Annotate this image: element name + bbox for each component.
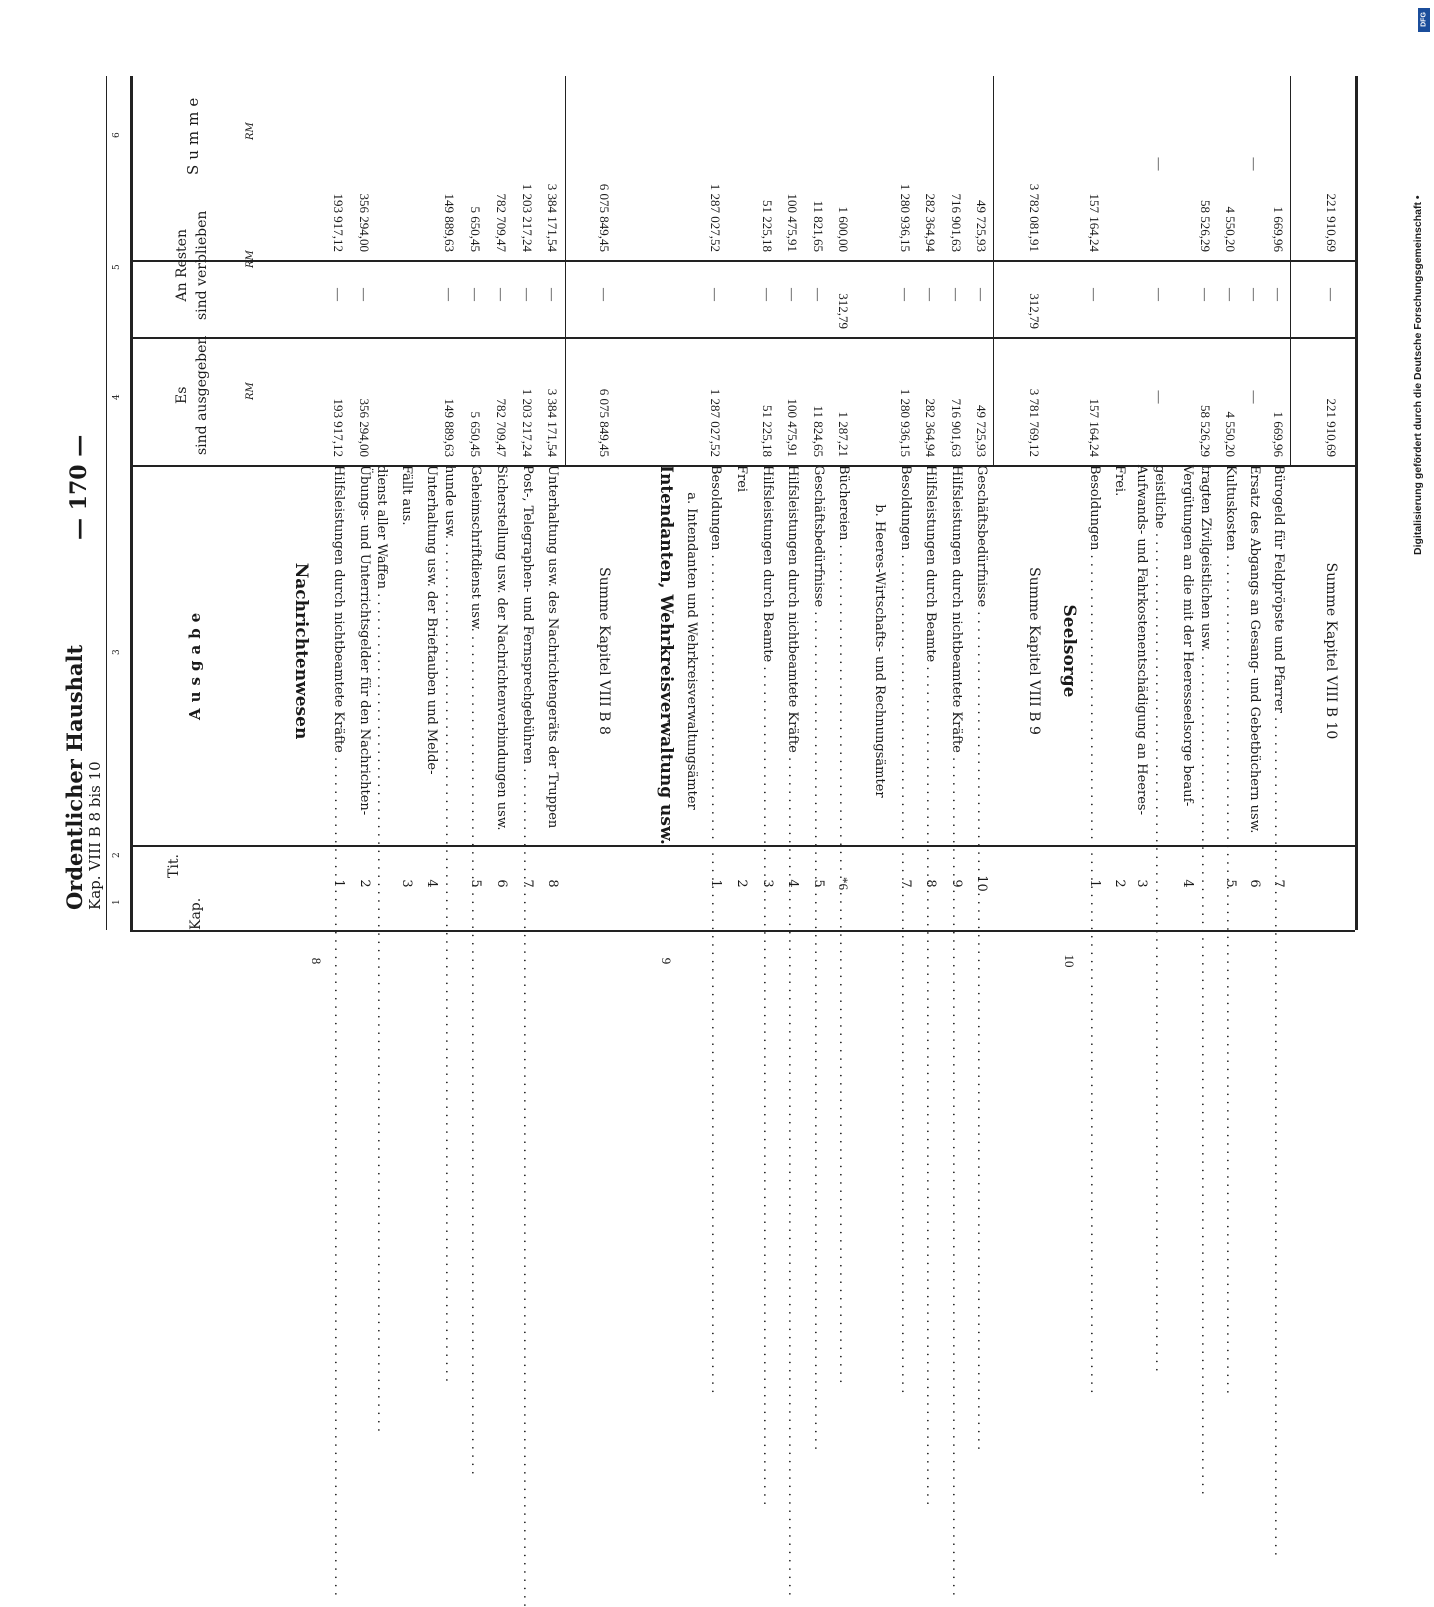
sum-10-text-text: Summe Kapitel VIII B 10 <box>1323 562 1339 740</box>
row-9-10-reste-text: — <box>974 288 989 301</box>
scanned-page: Nachrichtenwesen 8 1 Hilfsleistungen durch nichtbeamtete Kräfte . . . 193 917,12 — 193 917,12 2 Übungs- und Unterrichtsgelder für den Nachrichten- 356 294,00 — 356 294,00 dienst aller Waffen . . . 3 Fällt aus. 4 Unterhaltung usw. der Brieftauben und Melde- hunde usw. . . . 149 889,63 — 149 889,63 5 Geheimschriftdienst usw. . . . 5 650,45 — 5 650,45 6 Sicherstellung usw. der Nachrichtenverbindungen usw. 782 709,47 — 782 709,47 7 Post-, Telegraphen- und Fernsprechgebühren . . . 1 203 217,24 — 1 203 217,24 8 Unterhaltung usw. des Nachrichtengeräts der Truppen 3 384 171,54 — 3 384 171,54 Summe Kapitel VIII B 8 6 075 849,45 — 6 075 849,45 9 Intendanten, Wehrkreisverwaltung usw. a. Intendanten und Wehrkreisverwaltungsämter 1 Besoldungen . . . 1 287 027,52 — 1 287 027,52 2 Frei 3 Hilfsleistungen durch Beamte . . . 51 225,18 — 51 225,18 4 Hilfsleistungen durch nichtbeamtete Kräfte . . . 100 475,91 — 100 475,91 5 Geschäftsbedürfnisse . . . 11 824,65 — 11 821,65 *6 Büchereien . . . 1 287,21 312,79 1 600,00 b. Heeres-Wirtschafts- und Rechnungsämter 7 Besoldungen . . . 1 280 936,15 — 1 280 936,15 8 Hilfsleistungen durch Beamte . . . 282 364,94 — 282 364,94 9 Hilfsleistungen durch nichtbeamtete Kräfte . . . 716 901,63 — 716 901,63 10 Geschäftsbedürfnisse . . . 49 725,93 — 49 725,93 Summe Kapitel VIII B 9 3 781 769,12 312,79 3 782 081,91 10 Seelsorge 1 Besoldungen . . . 157 164,24 — 157 164,24 2 Frei. 3 Aufwands- und Fahrkostenentschädigung an Heeres- geistliche . . . — — — 4 Vergütungen an die mit der Heeresseelsorge beauf- tragten Zivilgeistlichen usw. . . . 58 526,29 — 58 526,29 5 Kultuskosten . . . 4 550,20 — 4 550,20 6 Ersatz des Abgangs an Gesang- und Gebetbüchern usw. — — — 7 Bürogeld für Feldpröpste und Pfarrer . . . 1 669,96 — 1 669,96 Summe Kapitel VIII B 10 221 910,69 — 221 910,69 DFG Digitalisierung gefördert durch die Deutsche Forschungsgemeinschaft • <box>0 0 1434 1000</box>
sum-8-ausg-text: 6 075 849,45 <box>597 388 612 457</box>
row-9-9-reste-text: — <box>949 288 964 301</box>
row-9-10-text-text: Geschäftsbedürfnisse . . . <box>973 465 989 837</box>
col-reste-unit-visible: RM <box>245 250 256 268</box>
row-10-5-ausg-text: 4 550,20 <box>1223 411 1238 457</box>
row-8-1-reste-text: — <box>331 288 346 301</box>
row-9-9-summe-text: 716 901,63 <box>949 193 964 252</box>
row-10-6-tit-text: 6 <box>1247 879 1262 888</box>
row-8-4-tit-text: 4 <box>424 879 439 888</box>
sum-8-summe-text: 6 075 849,45 <box>597 183 612 252</box>
row-10-5-tit-text: 5 <box>1223 879 1238 888</box>
row-8-5-tit-text: 5 <box>468 879 483 888</box>
row-10-6-text-text: Ersatz des Abgangs an Gesang- und Gebetbüchern usw. <box>1247 465 1262 834</box>
row-8-2b-text-text: dienst aller Waffen . . . <box>373 465 389 837</box>
row-8-7-summe-text: 1 203 217,24 <box>520 183 535 252</box>
row-9-6-ausg-text: 1 287,21 <box>836 411 851 457</box>
row-9-6-reste-text: 312,79 <box>836 293 851 329</box>
row-10-1-tit-text: 1 <box>1087 879 1102 888</box>
row-8-1-text-text: Hilfsleistungen durch nichtbeamtete Kräfte . . . <box>330 465 346 837</box>
row-9-9-tit-text: 9 <box>949 879 964 888</box>
row-10-7-ausg-text: 1 669,96 <box>1271 411 1286 457</box>
row-8-2-ausg-text: 356 294,00 <box>357 398 372 457</box>
row-9-9-text-text: Hilfsleistungen durch nichtbeamtete Kräfte . . . <box>948 465 964 837</box>
row-10-3b-summe-text: — <box>1152 157 1167 171</box>
row-9-6-summe-text: 1 600,00 <box>836 206 851 252</box>
row-9-1-reste-text: — <box>708 288 723 301</box>
row-10-5-reste-text: — <box>1223 288 1238 301</box>
section-8-text-text: Nachrichtenwesen <box>291 562 311 740</box>
row-8-5-ausg-text: 5 650,45 <box>468 411 483 457</box>
colno-rule-visible <box>106 76 107 930</box>
row-9-7-summe-text: 1 280 936,15 <box>898 183 913 252</box>
sum-10-summe-text: 221 910,69 <box>1324 193 1339 252</box>
row-9-3-text-text: Hilfsleistungen durch Beamte . . . <box>759 465 775 837</box>
row-9-4-text-text: Hilfsleistungen durch nichtbeamtete Kräfte . . . <box>784 465 800 837</box>
colno-2-visible: 2 <box>112 852 122 858</box>
sum-10-ausg-text: 221 910,69 <box>1324 398 1339 457</box>
row-9-2-text-text: Frei <box>734 465 749 493</box>
row-9-7-tit-text: 7 <box>898 879 913 888</box>
row-9-3-summe-text: 51 225,18 <box>760 200 775 252</box>
row-9-10-tit-text: 10 <box>974 875 989 892</box>
colno-3-visible: 3 <box>112 649 122 655</box>
row-9-9-ausg-text: 716 901,63 <box>949 398 964 457</box>
row-8-7-reste-text: — <box>520 288 535 301</box>
row-8-1-tit-text: 1 <box>331 879 346 888</box>
row-8-6-text-text: Sicherstellung usw. der Nachrichtenverbindungen usw. <box>494 465 509 831</box>
row-10-6-reste-text: — <box>1247 288 1262 301</box>
section-10-text-text: Seelsorge <box>1059 604 1079 698</box>
dfg-logo: DFG <box>1418 8 1430 32</box>
row-10-1-summe-text: 157 164,24 <box>1087 193 1102 252</box>
sub-9b-text-text: b. Heeres-Wirtschafts- und Rechnungsämter <box>872 504 887 798</box>
row-9-7-ausg-text: 1 280 936,15 <box>898 388 913 457</box>
row-8-7-tit-text: 7 <box>520 879 535 888</box>
row-10-4b-text-text: tragten Zivilgeistlichen usw. . . . <box>1197 465 1213 837</box>
row-10-6-summe-text: — <box>1247 157 1262 171</box>
kap-8-kap-text: 8 <box>309 957 324 965</box>
row-8-1-ausg-text: 193 917,12 <box>331 398 346 457</box>
row-10-2-text-text: Frei. <box>1112 465 1127 497</box>
sum-9-reste-text: 312,79 <box>1027 293 1042 329</box>
col-summe-heading-visible: Summe <box>184 92 202 175</box>
row-10-1-reste-text: — <box>1087 288 1102 301</box>
row-10-4b-ausg-text: 58 526,29 <box>1198 405 1213 457</box>
row-9-7-text-text: Besoldungen . . . <box>897 465 913 837</box>
sum-9-summe-text: 3 782 081,91 <box>1027 183 1042 252</box>
row-8-2-summe-text: 356 294,00 <box>357 193 372 252</box>
row-9-4-reste-text: — <box>785 288 800 301</box>
row-9-6-text-text: Büchereien . . . <box>835 465 851 837</box>
sum-8-reste-text: — <box>597 288 612 301</box>
row-10-7-tit-text: 7 <box>1271 879 1286 888</box>
row-10-7-text-text: Bürogeld für Feldpröpste und Pfarrer . . . <box>1270 465 1286 837</box>
colno-5-visible: 5 <box>112 264 122 270</box>
row-9-5-reste-text: — <box>811 288 826 301</box>
row-8-2-tit-text: 2 <box>357 879 372 888</box>
row-8-5-summe-text: 5 650,45 <box>468 206 483 252</box>
row-9-4-ausg-text: 100 475,91 <box>785 398 800 457</box>
row-9-3-ausg-text: 51 225,18 <box>760 405 775 457</box>
row-10-1-text-text: Besoldungen . . . <box>1086 465 1102 837</box>
row-10-7-summe-text: 1 669,96 <box>1271 206 1286 252</box>
row-10-4-text-text: Vergütungen an die mit der Heeresseelsorge beauf- <box>1180 465 1195 807</box>
row-10-4b-reste-text: — <box>1198 288 1213 301</box>
row-9-1-ausg-text: 1 287 027,52 <box>708 388 723 457</box>
colno-4-visible: 4 <box>112 394 122 400</box>
page-number-visible: — 170 — <box>66 434 92 540</box>
row-8-2-text-text: Übungs- und Unterrichtsgelder für den Nachrichten- <box>357 465 372 816</box>
row-8-4-text-text: Unterhaltung usw. der Brieftauben und Melde- <box>424 465 439 775</box>
row-10-6-ausg-text: — <box>1247 390 1262 404</box>
col-tit-heading-visible: Tit. <box>166 854 182 878</box>
row-8-7-ausg-text: 1 203 217,24 <box>520 388 535 457</box>
row-8-6-ausg-text: 782 709,47 <box>494 398 509 457</box>
header-subtitle-visible: Kap. VIII B 8 bis 10 <box>86 761 104 910</box>
row-10-1-ausg-text: 157 164,24 <box>1087 398 1102 457</box>
row-10-7-reste-text: — <box>1271 288 1286 301</box>
row-9-5-text-text: Geschäftsbedürfnisse . . . <box>810 465 826 837</box>
col-summe-unit-visible: RM <box>245 122 256 140</box>
col-ausgabe-heading-visible: Ausgabe <box>186 606 204 720</box>
row-8-8-tit-text: 8 <box>545 879 560 888</box>
row-8-8-ausg-text: 3 384 171,54 <box>545 388 560 457</box>
row-8-8-summe-text: 3 384 171,54 <box>545 183 560 252</box>
row-10-3b-reste-text: — <box>1152 288 1167 301</box>
colno-1-visible: 1 <box>112 899 122 905</box>
row-8-8-text-text: Unterhaltung usw. des Nachrichtengeräts der Truppen <box>545 465 560 829</box>
row-9-2-tit-text: 2 <box>734 879 749 888</box>
row-9-8-reste-text: — <box>923 288 938 301</box>
row-9-5-summe-text: 11 821,65 <box>811 200 826 252</box>
row-9-1-text-text: Besoldungen . . . <box>707 465 723 837</box>
row-9-5-ausg-text: 11 824,65 <box>811 405 826 457</box>
section-9-kap-text: 9 <box>659 957 674 965</box>
row-8-1-summe-text: 193 917,12 <box>331 193 346 252</box>
row-10-2-tit-text: 2 <box>1112 879 1127 888</box>
row-10-3b-ausg-text: — <box>1152 390 1167 404</box>
row-8-5-text-text: Geheimschriftdienst usw. . . . <box>467 465 483 837</box>
row-10-3-tit-text: 3 <box>1134 879 1149 888</box>
row-8-6-summe-text: 782 709,47 <box>494 193 509 252</box>
col-kap-heading: Kap. <box>188 897 204 930</box>
row-8-4b-ausg-text: 149 889,63 <box>442 398 457 457</box>
sum-9-text-text: Summe Kapitel VIII B 9 <box>1026 567 1042 735</box>
row-9-8-ausg-text: 282 364,94 <box>923 398 938 457</box>
colno-6-visible: 6 <box>112 132 122 138</box>
row-10-3-text-text: Aufwands- und Fahrkostenentschädigung an Heeres- <box>1134 465 1149 815</box>
row-10-3b-text-text: geistliche . . . <box>1151 465 1167 837</box>
row-9-1-tit-text: 1 <box>708 879 723 888</box>
row-8-8-reste-text: — <box>545 288 560 301</box>
row-9-3-reste-text: — <box>760 288 775 301</box>
col-ausgegeben-heading-visible: Es sind ausgegeben <box>174 335 210 455</box>
row-9-10-summe-text: 49 725,93 <box>974 200 989 252</box>
row-8-4b-text-text: hunde usw. . . . <box>441 465 457 837</box>
row-8-4b-reste-text: — <box>442 288 457 301</box>
row-9-10-ausg-text: 49 725,93 <box>974 405 989 457</box>
sum-9-ausg-text: 3 781 769,12 <box>1027 388 1042 457</box>
header-title-visible: Ordentlicher Haushalt <box>62 644 87 910</box>
sum-8-text-text: Summe Kapitel VIII B 8 <box>596 567 612 735</box>
row-9-4-tit-text: 4 <box>785 879 800 888</box>
row-9-4-summe-text: 100 475,91 <box>785 193 800 252</box>
col-ausgegeben-unit-visible: RM <box>245 382 256 400</box>
row-8-4b-summe-text: 149 889,63 <box>442 193 457 252</box>
sum-10-reste-text: — <box>1324 288 1339 301</box>
row-8-2-reste-text: — <box>357 288 372 301</box>
row-9-5-tit-text: 5 <box>811 879 826 888</box>
row-8-3-tit-text: 3 <box>399 879 414 888</box>
row-9-6-tit-text: *6 <box>836 877 851 890</box>
row-10-4b-summe-text: 58 526,29 <box>1198 200 1213 252</box>
row-9-8-summe-text: 282 364,94 <box>923 193 938 252</box>
row-10-5-summe-text: 4 550,20 <box>1223 206 1238 252</box>
sub-9a-text-text: a. Intendanten und Wehrkreisverwaltungsämter <box>684 492 699 810</box>
row-10-4-tit-text: 4 <box>1180 879 1195 888</box>
row-8-6-tit-text: 6 <box>494 879 509 888</box>
row-9-8-tit-text: 8 <box>923 879 938 888</box>
row-8-3-text-text: Fällt aus. <box>399 465 414 526</box>
row-8-6-reste-text: — <box>494 288 509 301</box>
row-10-5-text-text: Kultuskosten . . . <box>1222 465 1238 837</box>
row-8-5-reste-text: — <box>468 288 483 301</box>
col-reste-heading-visible: An Resten sind verblieben <box>174 210 210 320</box>
row-9-1-summe-text: 1 287 027,52 <box>708 183 723 252</box>
row-9-3-tit-text: 3 <box>760 879 775 888</box>
section-10-kap-text: 10 <box>1062 954 1077 968</box>
section-9-text-text: Intendanten, Wehrkreisverwaltung usw. <box>656 465 676 845</box>
row-9-8-text-text: Hilfsleistungen durch Beamte . . . <box>922 465 938 837</box>
row-9-7-reste-text: — <box>898 288 913 301</box>
row-8-7-text-text: Post-, Telegraphen- und Fernsprechgebühren . . . <box>519 465 535 837</box>
